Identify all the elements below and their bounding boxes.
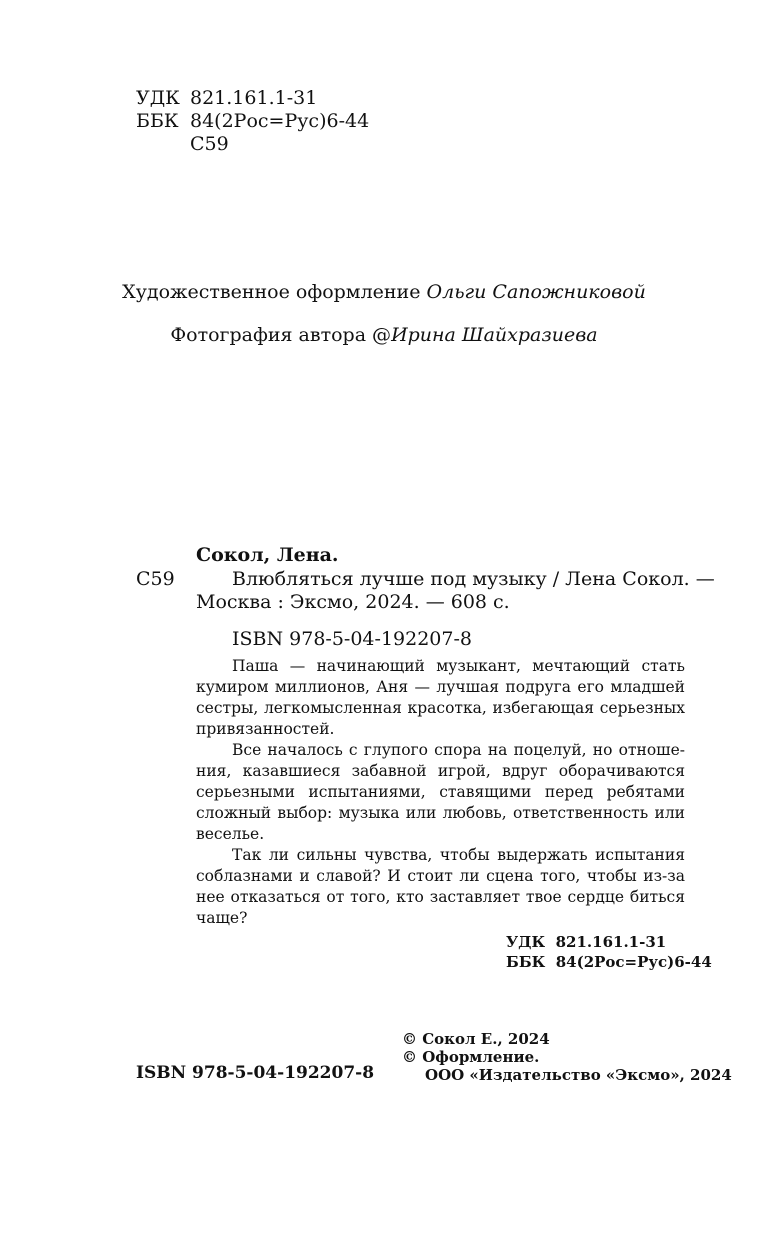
copyright-design: © Оформление. <box>402 1048 540 1066</box>
index-bbk: ББК 84(2Рос=Рус)6-44 <box>506 953 712 971</box>
annotation <box>196 656 685 929</box>
photo-credit <box>0 323 768 347</box>
entry-title-line-2: Москва : Эксмо, 2024. — 608 с. <box>196 591 510 613</box>
udk-label: УДК <box>136 87 180 109</box>
udk-value: 821.161.1-31 <box>190 87 318 109</box>
author-mark: С59 <box>190 133 229 155</box>
annotation-paragraph-1: Паша — начинающий музыкант, мечтающий стать кумиром миллионов, Аня — лучшая подруга его младшей сестры, легкомысленная красотка, избегающая серьезных привязанностей. <box>196 657 685 738</box>
entry-author: Сокол, Лена. <box>196 544 339 566</box>
bbk-label: ББК <box>136 110 179 132</box>
entry-title-line-1: Влюбляться лучше под музыку / Лена Сокол. — <box>232 568 715 590</box>
bbk-value: 84(2Рос=Рус)6-44 <box>190 110 370 132</box>
annotation-paragraph-2: Все началось с глупого спора на поцелуй, но отношения, казавшиеся забавной игрой, вдруг оборачиваются серьезными испытаниями, ставящими перед ребятами сложный выбор: музыка или любовь, ответственность или веселье. <box>196 741 685 843</box>
annotation-paragraph-3: Так ли сильны чувства, чтобы выдержать испытания соблазнами и славой? И стоит ли сцена того, чтобы из-за нее отказаться от того, кто заставляет твое сердце биться чаще? <box>196 846 685 927</box>
design-credit-prefix: Художественное оформление <box>122 281 421 303</box>
photographer-name: Ирина Шайхразиева <box>391 324 598 346</box>
entry-isbn: ISBN 978-5-04-192207-8 <box>232 628 472 650</box>
index-udk: УДК 821.161.1-31 <box>506 933 667 951</box>
designer-name: Ольги Сапожниковой <box>426 281 646 303</box>
copyright-publisher: ООО «Издательство «Эксмо», 2024 <box>425 1066 732 1084</box>
design-credit <box>0 280 768 304</box>
entry-author-mark: С59 <box>136 568 175 590</box>
photo-credit-prefix: Фотография автора @ <box>170 324 392 346</box>
footer-isbn: ISBN 978-5-04-192207-8 <box>136 1063 375 1083</box>
copyright-author: © Сокол Е., 2024 <box>402 1030 550 1048</box>
